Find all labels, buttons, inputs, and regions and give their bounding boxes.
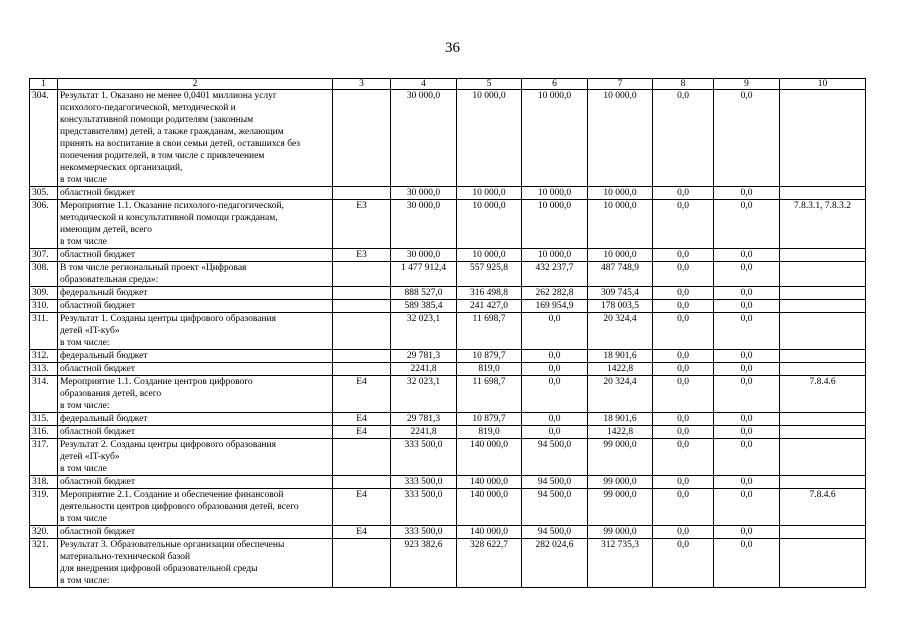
column-header: 3 — [333, 79, 391, 90]
cell-col9: 0,0 — [714, 526, 780, 539]
cell-col6: 10 000,0 — [522, 200, 588, 249]
cell-col8: 0,0 — [653, 313, 714, 350]
cell-col4: 888 527,0 — [391, 287, 457, 300]
cell-col8: 0,0 — [653, 249, 714, 262]
cell-col5: 10 879,7 — [457, 413, 522, 426]
row-code: Е4 — [333, 376, 391, 413]
cell-col7: 487 748,9 — [588, 262, 653, 287]
cell-col9: 0,0 — [714, 350, 780, 363]
cell-col9: 0,0 — [714, 376, 780, 413]
cell-col9: 0,0 — [714, 187, 780, 200]
cell-col9: 0,0 — [714, 539, 780, 588]
cell-col7: 20 324,4 — [588, 313, 653, 350]
budget-table — [29, 78, 866, 588]
cell-col4: 30 000,0 — [391, 249, 457, 262]
page-number: 36 — [445, 40, 460, 56]
cell-col10 — [780, 526, 866, 539]
row-description: областной бюджет — [58, 249, 333, 262]
cell-col9: 0,0 — [714, 249, 780, 262]
table-row — [30, 476, 866, 489]
cell-col4: 29 781,3 — [391, 350, 457, 363]
table-body — [30, 79, 866, 588]
cell-col7: 10 000,0 — [588, 249, 653, 262]
table-row — [30, 413, 866, 426]
cell-col9: 0,0 — [714, 489, 780, 526]
cell-col4: 333 500,0 — [391, 476, 457, 489]
cell-col8: 0,0 — [653, 300, 714, 313]
row-code — [333, 262, 391, 287]
row-code: Е4 — [333, 413, 391, 426]
cell-col7: 312 735,3 — [588, 539, 653, 588]
row-code — [333, 187, 391, 200]
cell-col8: 0,0 — [653, 350, 714, 363]
row-description: Мероприятие 1.1. Оказание психолого-педагогической, методической и консультативной помощи гражданам, имеющим детей, всего в том числе — [58, 200, 333, 249]
table-row — [30, 539, 866, 588]
cell-col10 — [780, 426, 866, 439]
cell-col5: 140 000,0 — [457, 526, 522, 539]
cell-col9: 0,0 — [714, 90, 780, 187]
row-code: Е4 — [333, 526, 391, 539]
cell-col8: 0,0 — [653, 539, 714, 588]
cell-col8: 0,0 — [653, 489, 714, 526]
row-description: Результат 1. Оказано не менее 0,0401 миллиона услуг психолого-педагогической, методической и консультативной помощи родителям (законным представителям) детей, а также гражданам, желающим принять на воспитание в свои семьи детей, оставшихся без попечения родителей, в том числе с привлечением некоммерческих организаций, в том числе — [58, 90, 333, 187]
cell-col4: 1 477 912,4 — [391, 262, 457, 287]
cell-col10 — [780, 287, 866, 300]
cell-col5: 10 000,0 — [457, 90, 522, 187]
cell-col5: 819,0 — [457, 363, 522, 376]
row-description: В том числе региональный проект «Цифровая образовательная среда»: — [58, 262, 333, 287]
row-number: 314. — [30, 376, 58, 413]
cell-col5: 140 000,0 — [457, 489, 522, 526]
table-row — [30, 489, 866, 526]
row-code: Е3 — [333, 249, 391, 262]
cell-col10 — [780, 187, 866, 200]
cell-col5: 140 000,0 — [457, 439, 522, 476]
table-row — [30, 300, 866, 313]
cell-col10 — [780, 439, 866, 476]
cell-col8: 0,0 — [653, 476, 714, 489]
row-number: 310. — [30, 300, 58, 313]
row-code — [333, 90, 391, 187]
cell-col9: 0,0 — [714, 262, 780, 287]
cell-col4: 333 500,0 — [391, 489, 457, 526]
row-number: 306. — [30, 200, 58, 249]
cell-col5: 11 698,7 — [457, 376, 522, 413]
cell-col6: 169 954,9 — [522, 300, 588, 313]
cell-col4: 923 382,6 — [391, 539, 457, 588]
cell-col5: 819,0 — [457, 426, 522, 439]
cell-col6: 0,0 — [522, 350, 588, 363]
cell-col5: 10 000,0 — [457, 200, 522, 249]
cell-col4: 333 500,0 — [391, 439, 457, 476]
cell-col10 — [780, 539, 866, 588]
cell-col6: 0,0 — [522, 363, 588, 376]
table-row — [30, 526, 866, 539]
row-description: Результат 3. Образовательные организации обеспечены материально-технической базой для внедрения цифровой образовательной среды в том числе: — [58, 539, 333, 588]
cell-col4: 30 000,0 — [391, 200, 457, 249]
row-description: федеральный бюджет — [58, 413, 333, 426]
cell-col5: 10 879,7 — [457, 350, 522, 363]
row-description: областной бюджет — [58, 300, 333, 313]
cell-col10 — [780, 350, 866, 363]
cell-col10 — [780, 313, 866, 350]
row-description: областной бюджет — [58, 526, 333, 539]
column-header: 8 — [653, 79, 714, 90]
cell-col7: 20 324,4 — [588, 376, 653, 413]
cell-col6: 262 282,8 — [522, 287, 588, 300]
cell-col8: 0,0 — [653, 287, 714, 300]
cell-col9: 0,0 — [714, 300, 780, 313]
cell-col9: 0,0 — [714, 439, 780, 476]
row-description: областной бюджет — [58, 187, 333, 200]
cell-col4: 32 023,1 — [391, 313, 457, 350]
row-description: Результат 1. Созданы центры цифрового образования детей «IT-куб» в том числе: — [58, 313, 333, 350]
cell-col4: 589 385,4 — [391, 300, 457, 313]
cell-col8: 0,0 — [653, 439, 714, 476]
row-code: Е4 — [333, 489, 391, 526]
cell-col10 — [780, 262, 866, 287]
row-code — [333, 300, 391, 313]
cell-col9: 0,0 — [714, 313, 780, 350]
cell-col4: 333 500,0 — [391, 526, 457, 539]
cell-col6: 94 500,0 — [522, 489, 588, 526]
cell-col8: 0,0 — [653, 200, 714, 249]
row-number: 320. — [30, 526, 58, 539]
row-number: 318. — [30, 476, 58, 489]
column-header: 7 — [588, 79, 653, 90]
cell-col4: 29 781,3 — [391, 413, 457, 426]
cell-col5: 241 427,0 — [457, 300, 522, 313]
cell-col10 — [780, 363, 866, 376]
row-description: федеральный бюджет — [58, 287, 333, 300]
cell-col7: 178 003,5 — [588, 300, 653, 313]
cell-col6: 0,0 — [522, 376, 588, 413]
cell-col8: 0,0 — [653, 262, 714, 287]
cell-col10: 7.8.4.6 — [780, 376, 866, 413]
cell-col4: 30 000,0 — [391, 90, 457, 187]
row-number: 307. — [30, 249, 58, 262]
cell-col5: 140 000,0 — [457, 476, 522, 489]
table-row — [30, 363, 866, 376]
cell-col6: 0,0 — [522, 426, 588, 439]
cell-col7: 1422,8 — [588, 363, 653, 376]
row-description: федеральный бюджет — [58, 350, 333, 363]
cell-col7: 18 901,6 — [588, 413, 653, 426]
cell-col8: 0,0 — [653, 426, 714, 439]
row-code — [333, 539, 391, 588]
column-header: 1 — [30, 79, 58, 90]
column-header: 10 — [780, 79, 866, 90]
table-row — [30, 439, 866, 476]
row-description: областной бюджет — [58, 476, 333, 489]
cell-col8: 0,0 — [653, 413, 714, 426]
cell-col6: 10 000,0 — [522, 187, 588, 200]
table-header-row — [30, 79, 866, 90]
row-number: 305. — [30, 187, 58, 200]
row-description: областной бюджет — [58, 426, 333, 439]
cell-col6: 0,0 — [522, 313, 588, 350]
cell-col6: 94 500,0 — [522, 476, 588, 489]
table-row — [30, 350, 866, 363]
cell-col10: 7.8.3.1, 7.8.3.2 — [780, 200, 866, 249]
cell-col8: 0,0 — [653, 90, 714, 187]
cell-col5: 11 698,7 — [457, 313, 522, 350]
row-number: 308. — [30, 262, 58, 287]
cell-col10 — [780, 249, 866, 262]
column-header: 5 — [457, 79, 522, 90]
cell-col5: 316 498,8 — [457, 287, 522, 300]
cell-col10 — [780, 300, 866, 313]
row-description: Мероприятие 2.1. Создание и обеспечение финансовой деятельности центров цифрового образования детей, всего в том числе — [58, 489, 333, 526]
cell-col4: 30 000,0 — [391, 187, 457, 200]
column-header: 4 — [391, 79, 457, 90]
cell-col8: 0,0 — [653, 526, 714, 539]
row-number: 311. — [30, 313, 58, 350]
table-row — [30, 249, 866, 262]
cell-col6: 282 024,6 — [522, 539, 588, 588]
row-code — [333, 439, 391, 476]
cell-col5: 557 925,8 — [457, 262, 522, 287]
column-header: 2 — [58, 79, 333, 90]
cell-col10 — [780, 413, 866, 426]
row-code: Е4 — [333, 426, 391, 439]
table-row — [30, 262, 866, 287]
row-number: 315. — [30, 413, 58, 426]
cell-col8: 0,0 — [653, 187, 714, 200]
row-code — [333, 476, 391, 489]
cell-col5: 10 000,0 — [457, 249, 522, 262]
cell-col6: 94 500,0 — [522, 439, 588, 476]
row-description: Результат 2. Созданы центры цифрового образования детей «IT-куб» в том числе — [58, 439, 333, 476]
cell-col10: 7.8.4.6 — [780, 489, 866, 526]
table-row — [30, 313, 866, 350]
cell-col4: 2241,8 — [391, 363, 457, 376]
cell-col9: 0,0 — [714, 200, 780, 249]
cell-col9: 0,0 — [714, 476, 780, 489]
cell-col4: 32 023,1 — [391, 376, 457, 413]
table-row — [30, 287, 866, 300]
cell-col5: 328 622,7 — [457, 539, 522, 588]
cell-col6: 432 237,7 — [522, 262, 588, 287]
cell-col6: 94 500,0 — [522, 526, 588, 539]
row-number: 316. — [30, 426, 58, 439]
cell-col9: 0,0 — [714, 426, 780, 439]
table-row — [30, 376, 866, 413]
row-description: Мероприятие 1.1. Создание центров цифрового образования детей, всего в том числе: — [58, 376, 333, 413]
cell-col5: 10 000,0 — [457, 187, 522, 200]
row-number: 304. — [30, 90, 58, 187]
row-code — [333, 313, 391, 350]
column-header: 9 — [714, 79, 780, 90]
cell-col7: 99 000,0 — [588, 439, 653, 476]
cell-col7: 99 000,0 — [588, 526, 653, 539]
cell-col6: 0,0 — [522, 413, 588, 426]
column-header: 6 — [522, 79, 588, 90]
row-number: 309. — [30, 287, 58, 300]
row-number: 313. — [30, 363, 58, 376]
row-description: областной бюджет — [58, 363, 333, 376]
cell-col6: 10 000,0 — [522, 249, 588, 262]
cell-col7: 1422,8 — [588, 426, 653, 439]
cell-col7: 309 745,4 — [588, 287, 653, 300]
cell-col4: 2241,8 — [391, 426, 457, 439]
cell-col6: 10 000,0 — [522, 90, 588, 187]
cell-col7: 10 000,0 — [588, 90, 653, 187]
row-number: 312. — [30, 350, 58, 363]
cell-col9: 0,0 — [714, 363, 780, 376]
row-code: Е3 — [333, 200, 391, 249]
cell-col7: 10 000,0 — [588, 187, 653, 200]
row-code — [333, 287, 391, 300]
table-row — [30, 426, 866, 439]
row-code — [333, 363, 391, 376]
cell-col9: 0,0 — [714, 413, 780, 426]
cell-col8: 0,0 — [653, 363, 714, 376]
cell-col10 — [780, 90, 866, 187]
table-row — [30, 200, 866, 249]
cell-col7: 99 000,0 — [588, 489, 653, 526]
table-row — [30, 90, 866, 187]
cell-col7: 99 000,0 — [588, 476, 653, 489]
cell-col10 — [780, 476, 866, 489]
cell-col8: 0,0 — [653, 376, 714, 413]
cell-col7: 18 901,6 — [588, 350, 653, 363]
cell-col7: 10 000,0 — [588, 200, 653, 249]
row-code — [333, 350, 391, 363]
row-number: 317. — [30, 439, 58, 476]
table-row — [30, 187, 866, 200]
cell-col9: 0,0 — [714, 287, 780, 300]
row-number: 321. — [30, 539, 58, 588]
row-number: 319. — [30, 489, 58, 526]
